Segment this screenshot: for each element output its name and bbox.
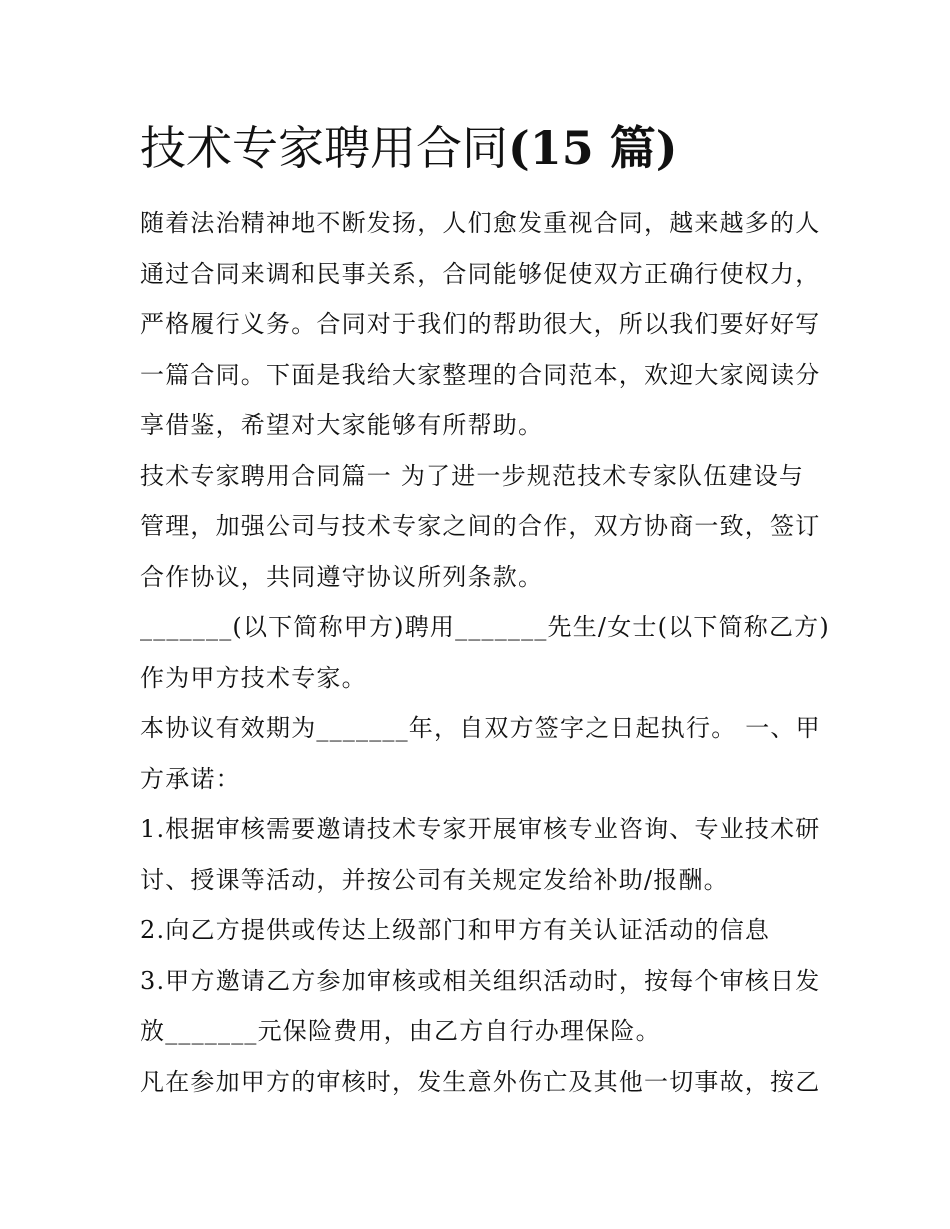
intro-paragraph — [140, 198, 821, 451]
text-line: 合作协议，共同遵守协议所列条款。 — [140, 562, 544, 591]
text-line: 放_______元保险费用，由乙方自行办理保险。 — [140, 1017, 661, 1045]
text-line: 本协议有效期为_______年，自双方签字之日起执行。 一、甲 — [140, 714, 821, 742]
title-main: 技术专家聘用合同 — [140, 121, 508, 175]
text-line: 随着法治精神地不断发扬，人们愈发重视合同，越来越多的人 — [140, 209, 821, 237]
clause-2-paragraph — [140, 905, 816, 956]
text-line: 2.向乙方提供或传达上级部门和甲方有关认证活动的信息 — [140, 916, 771, 944]
clause-3-paragraph — [140, 956, 821, 1057]
validity-paragraph — [140, 703, 821, 804]
accident-paragraph — [140, 1057, 821, 1108]
clause-1-paragraph — [140, 804, 821, 905]
text-line: _______(以下简称甲方)聘用_______先生/女士(以下简称乙方) — [140, 613, 830, 641]
text-line: 管理，加强公司与技术专家之间的合作，双方协商一致，签订 — [140, 512, 821, 540]
document-body — [140, 198, 830, 1107]
document-title — [140, 118, 840, 178]
parties-paragraph — [140, 602, 830, 703]
text-line: 通过合同来调和民事关系，合同能够促使双方正确行使权力， — [140, 259, 821, 288]
text-line: 享借鉴，希望对大家能够有所帮助。 — [140, 411, 544, 439]
text-line: 凡在参加甲方的审核时，发生意外伤亡及其他一切事故，按乙 — [140, 1067, 821, 1096]
text-line: 技术专家聘用合同篇一 为了进一步规范技术专家队伍建设与 — [140, 461, 805, 490]
title-suffix: (15 篇) — [508, 121, 678, 175]
contract-preamble-paragraph — [140, 451, 821, 603]
text-line: 严格履行义务。合同对于我们的帮助很大，所以我们要好好写 — [140, 310, 821, 338]
text-line: 一篇合同。下面是我给大家整理的合同范本，欢迎大家阅读分 — [140, 360, 821, 389]
text-line: 3.甲方邀请乙方参加审核或相关组织活动时，按每个审核日发 — [140, 966, 821, 995]
text-line: 讨、授课等活动，并按公司有关规定发给补助/报酬。 — [140, 865, 729, 894]
text-line: 方承诺： — [140, 764, 241, 793]
text-line: 作为甲方技术专家。 — [140, 663, 367, 692]
text-line: 1.根据审核需要邀请技术专家开展审核专业咨询、专业技术研 — [140, 815, 821, 843]
